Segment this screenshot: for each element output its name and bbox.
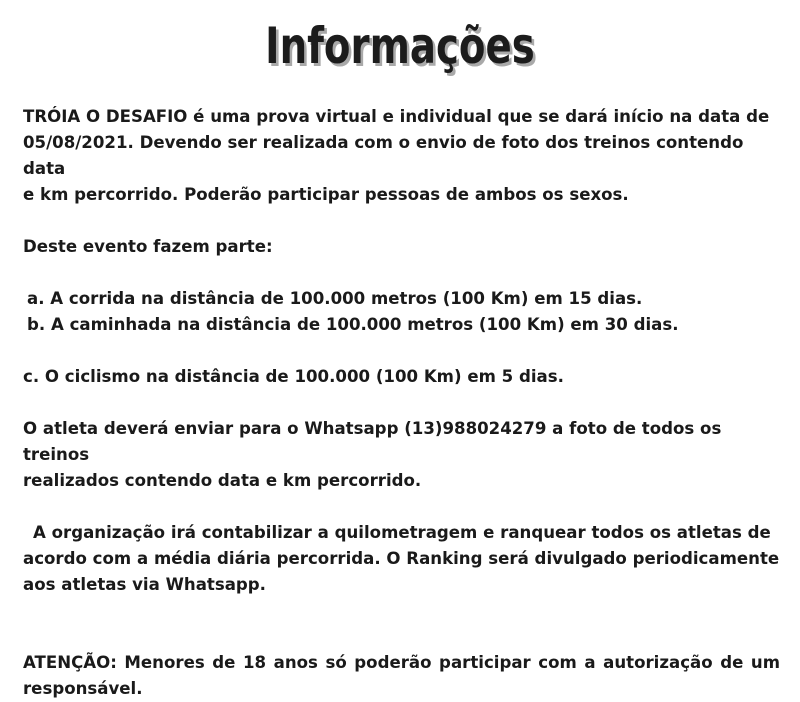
spacer — [23, 208, 780, 234]
spacer — [23, 260, 780, 286]
attention-line-1: ATENÇÃO: Menores de 18 anos só poderão participar com a autorização de um — [23, 653, 780, 672]
spacer — [23, 390, 780, 416]
spacer — [23, 494, 780, 520]
spacer — [23, 598, 780, 650]
intro-line-3: e km percorrido. Poderão participar pessoas de ambos os sexos. — [23, 185, 629, 204]
ranking-line-1: A organização irá contabilizar a quilometragem e ranquear todos os atletas de — [33, 523, 771, 542]
item-b: b. A caminhada na distância de 100.000 metros (100 Km) em 30 dias. — [27, 315, 679, 334]
spacer — [23, 338, 780, 364]
whatsapp-line-1: O atleta deverá enviar para o Whatsapp (13)988024279 a foto de todos os treinos — [23, 419, 722, 464]
parts-heading: Deste evento fazem parte: — [23, 237, 273, 256]
intro-line-2: 05/08/2021. Devendo ser realizada com o envio de foto dos treinos contendo data — [23, 133, 744, 178]
whatsapp-line-2: realizados contendo data e km percorrido. — [23, 471, 422, 490]
ranking-line-3: aos atletas via Whatsapp. — [23, 575, 266, 594]
ranking-line-2: acordo com a média diária percorrida. O Ranking será divulgado periodicamente — [23, 549, 780, 568]
info-text — [23, 104, 780, 702]
item-a: a. A corrida na distância de 100.000 metros (100 Km) em 15 dias. — [27, 289, 643, 308]
attention-line-2: responsável. — [23, 679, 143, 698]
page-title: Informações — [265, 17, 535, 75]
intro-line-1: TRÓIA O DESAFIO é uma prova virtual e individual que se dará início na data de — [23, 107, 770, 126]
item-c: c. O ciclismo na distância de 100.000 (100 Km) em 5 dias. — [23, 367, 564, 386]
